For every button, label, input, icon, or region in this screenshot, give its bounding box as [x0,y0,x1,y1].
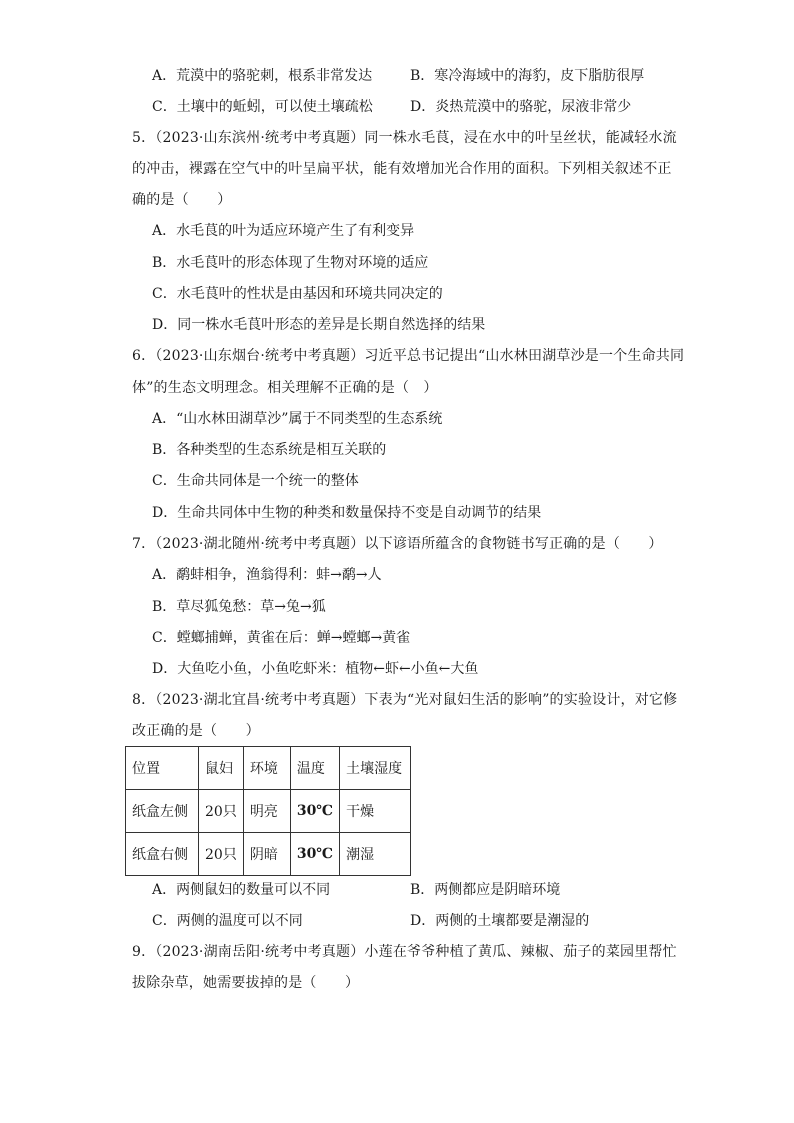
table-cell: 干燥 [340,790,411,833]
table-cell: 20只 [199,833,244,876]
table-cell: 明亮 [243,790,290,833]
q4-option-b: B．寒冷海域中的海豹，皮下脂肪很厚 [410,68,645,84]
q7-option-a: A．鹬蚌相争，渔翁得利：蚌→鹬→人 [152,567,382,583]
table-cell: 纸盒右侧 [126,833,199,876]
q9-stem-line-1: 9．（2023·湖南岳阳·统考中考真题）小莲在爷爷种植了黄瓜、辣椒、茄子的菜园里帮忙 [132,944,677,960]
q5-stem-line-2: 的冲击，裸露在空气中的叶呈扁平状，能有效增加光合作用的面积。下列相关叙述不正 [132,161,672,177]
table-cell: 20只 [199,790,244,833]
table-cell: 30℃ [290,790,339,833]
table-header-row [126,747,411,790]
q5-stem-line-1: 5．（2023·山东滨州·统考中考真题）同一株水毛茛，浸在水中的叶呈丝状，能减轻水流 [132,130,677,146]
q8-stem-line-1: 8．（2023·湖北宜昌·统考中考真题）下表为“光对鼠妇生活的影响”的实验设计，对它修 [132,692,678,708]
q7-option-d: D．大鱼吃小鱼，小鱼吃虾米：植物←虾←小鱼←大鱼 [152,661,479,677]
q5-option-a: A．水毛茛的叶为适应环境产生了有利变异 [152,223,415,239]
experiment-table [125,746,411,876]
q6-option-d: D．生命共同体中生物的种类和数量保持不变是自动调节的结果 [152,505,542,521]
q6-option-c: C．生命共同体是一个统一的整体 [152,473,359,489]
q5-option-c: C．水毛茛叶的性状是由基因和环境共同决定的 [152,286,443,302]
table-cell: 阴暗 [243,833,290,876]
q5-stem-line-3: 确的是（ ） [132,192,232,208]
q7-option-c: C．螳螂捕蝉，黄雀在后：蝉→螳螂→黄雀 [152,630,411,646]
q6-stem-line-2: 体”的生态文明理念。相关理解不正确的是（ ） [132,380,438,396]
table-header-cell: 温度 [290,747,339,790]
table-header-cell: 环境 [243,747,290,790]
q8-option-c: C．两侧的温度可以不同 [152,913,303,929]
q8-option-b: B．两侧都应是阴暗环境 [410,882,561,898]
table-cell: 30℃ [290,833,339,876]
q5-option-b: B．水毛茛叶的形态体现了生物对环境的适应 [152,255,429,271]
q7-option-b: B．草尽狐兔愁：草→兔→狐 [152,599,326,615]
q5-option-d: D．同一株水毛茛叶形态的差异是长期自然选择的结果 [152,317,486,333]
table-header-cell: 土壤湿度 [340,747,411,790]
q4-option-d: D．炎热荒漠中的骆驼，尿液非常少 [410,99,632,115]
q8-option-d: D．两侧的土壤都要是潮湿的 [410,913,590,929]
table-row [126,790,411,833]
q4-option-a: A．荒漠中的骆驼刺，根系非常发达 [152,68,373,84]
q4-option-c: C．土壤中的蚯蚓，可以使土壤疏松 [152,99,373,115]
q8-option-a: A．两侧鼠妇的数量可以不同 [152,882,331,898]
q8-stem-line-2: 改正确的是（ ） [132,723,260,739]
table-header-cell: 鼠妇 [199,747,244,790]
table-cell: 纸盒左侧 [126,790,199,833]
q7-stem-line-1: 7．（2023·湖北随州·统考中考真题）以下谚语所蕴含的食物链书写正确的是（ ） [132,536,663,552]
q6-option-b: B．各种类型的生态系统是相互关联的 [152,442,387,458]
q6-option-a: A．“山水林田湖草沙”属于不同类型的生态系统 [152,411,443,427]
table-cell: 潮湿 [340,833,411,876]
table-row [126,833,411,876]
q6-stem-line-1: 6．（2023·山东烟台·统考中考真题）习近平总书记提出“山水林田湖草沙是一个生命共同 [132,348,685,364]
q9-stem-line-2: 拔除杂草，她需要拔掉的是（ ） [132,975,360,991]
table-header-cell: 位置 [126,747,199,790]
